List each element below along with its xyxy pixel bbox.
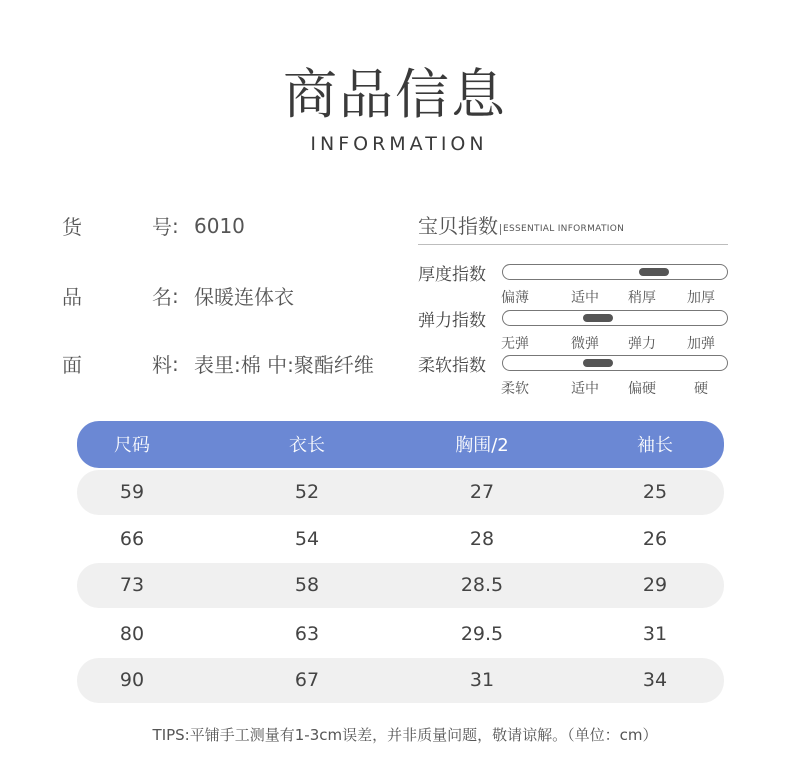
index-panel-header bbox=[418, 210, 624, 239]
index-panel-title: 宝贝指数 bbox=[418, 214, 498, 238]
info-item-name bbox=[62, 281, 294, 310]
info-value: 表里:棉 中:聚酯纤维 bbox=[194, 353, 374, 377]
table-row bbox=[77, 658, 724, 703]
index-option: 偏薄 bbox=[501, 290, 529, 306]
table-cell: 54 bbox=[294, 528, 320, 550]
info-key: 货 号 bbox=[62, 215, 172, 239]
table-cell: 67 bbox=[294, 669, 320, 691]
index-row-elasticity bbox=[418, 306, 730, 352]
index-option: 适中 bbox=[571, 381, 599, 397]
index-panel-divider bbox=[418, 244, 728, 245]
table-cell: 26 bbox=[642, 528, 668, 550]
info-colon: : bbox=[172, 213, 179, 238]
column-header-sleeve: 袖长 bbox=[637, 435, 673, 456]
info-colon: : bbox=[172, 351, 179, 376]
table-cell: 27 bbox=[469, 481, 495, 503]
size-table-header bbox=[77, 421, 724, 468]
table-cell: 58 bbox=[294, 574, 320, 596]
table-cell: 59 bbox=[119, 481, 145, 503]
index-option: 硬 bbox=[694, 381, 708, 397]
index-option: 弹力 bbox=[628, 336, 656, 352]
index-option: 微弹 bbox=[571, 336, 599, 352]
column-header-size: 尺码 bbox=[114, 435, 150, 456]
index-option: 适中 bbox=[571, 290, 599, 306]
column-header-length: 衣长 bbox=[289, 435, 325, 456]
table-cell: 31 bbox=[469, 669, 495, 691]
index-row-thickness bbox=[418, 260, 730, 306]
info-value: 6010 bbox=[194, 213, 245, 238]
table-cell: 31 bbox=[642, 623, 668, 645]
info-colon: : bbox=[172, 283, 179, 308]
index-indicator bbox=[583, 314, 613, 322]
table-row bbox=[77, 563, 724, 608]
table-cell: 80 bbox=[119, 623, 145, 645]
info-item-number bbox=[62, 211, 245, 240]
index-option: 无弹 bbox=[501, 336, 529, 352]
page-subtitle: INFORMATION bbox=[310, 133, 488, 155]
table-cell: 90 bbox=[119, 669, 145, 691]
index-label: 弹力指数 bbox=[418, 311, 486, 331]
index-option: 柔软 bbox=[501, 381, 529, 397]
page-title: 商品信息 bbox=[283, 63, 507, 126]
table-cell: 29 bbox=[642, 574, 668, 596]
info-value: 保暖连体衣 bbox=[194, 285, 294, 309]
table-cell: 66 bbox=[119, 528, 145, 550]
index-indicator bbox=[583, 359, 613, 367]
tips-note: TIPS:平铺手工测量有1-3cm误差，并非质量问题，敬请谅解。（单位：cm） bbox=[152, 726, 658, 744]
index-option: 加厚 bbox=[687, 290, 715, 306]
table-row bbox=[77, 470, 724, 515]
table-row bbox=[77, 517, 724, 562]
index-label: 厚度指数 bbox=[418, 265, 486, 285]
column-header-chest: 胸围/2 bbox=[455, 435, 509, 456]
table-cell: 28 bbox=[469, 528, 495, 550]
table-cell: 73 bbox=[119, 574, 145, 596]
index-option: 加弹 bbox=[687, 336, 715, 352]
info-item-fabric bbox=[62, 349, 374, 378]
table-cell: 29.5 bbox=[460, 623, 504, 645]
index-track bbox=[502, 264, 728, 280]
table-row bbox=[77, 612, 724, 657]
index-track bbox=[502, 355, 728, 371]
info-key: 面 料 bbox=[62, 353, 172, 377]
table-cell: 52 bbox=[294, 481, 320, 503]
table-cell: 28.5 bbox=[460, 574, 504, 596]
index-track bbox=[502, 310, 728, 326]
index-indicator bbox=[639, 268, 669, 276]
index-label: 柔软指数 bbox=[418, 356, 486, 376]
table-cell: 63 bbox=[294, 623, 320, 645]
info-key: 品 名 bbox=[62, 285, 172, 309]
index-option: 稍厚 bbox=[628, 290, 656, 306]
index-panel-title-en: ESSENTIAL INFORMATION bbox=[500, 224, 624, 235]
table-cell: 34 bbox=[642, 669, 668, 691]
index-option: 偏硬 bbox=[628, 381, 656, 397]
index-row-softness bbox=[418, 351, 730, 397]
table-cell: 25 bbox=[642, 481, 668, 503]
